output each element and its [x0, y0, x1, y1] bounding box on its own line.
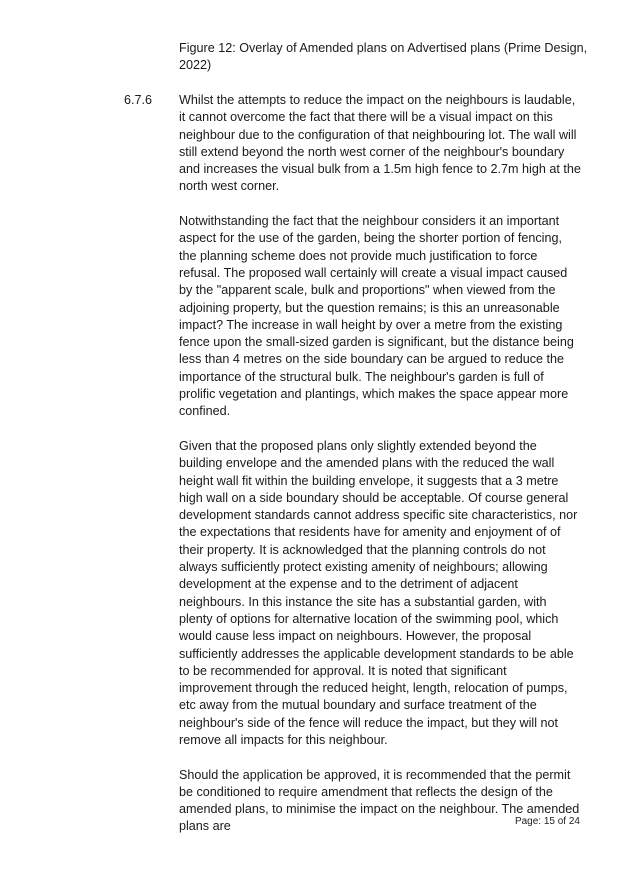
section-body: [179, 92, 581, 853]
page-number: Page: 15 of 24: [514, 816, 580, 827]
paragraph: Should the application be approved, it is recommended that the permit be conditioned to require amendment that reflects the design of the amended plans, to minimise the impact on the neighbour. The amended plans are: [179, 767, 580, 834]
figure-caption: Figure 12: Overlay of Amended plans on Advertised plans (Prime Design, 2022): [179, 41, 588, 73]
section-number: 6.7.6: [124, 93, 153, 107]
paragraph: Notwithstanding the fact that the neighbour considers it an important aspect for the use of the garden, being the shorter portion of fencing, the planning scheme does not provide much justification to force refusal. The proposed wall certainly will create a visual impact caused by the "apparent scale, bulk and proportions" when viewed from the adjoining property, but the question remains; is this an unreasonable impact? The increase in wall height by over a metre from the existing fence upon the small-sized garden is significant, but the distance being less than 4 metres on the side boundary can be argued to reduce the importance of the structural bulk. The neighbour's garden is full of prolific vegetation and plantings, which makes the space appear more confined.: [179, 214, 574, 419]
paragraph: Given that the proposed plans only slightly extended beyond the building envelope and the amended plans with the reduced the wall height wall fit within the building envelope, it suggests that a 3 metre high wall on a side boundary should be acceptable. Of course general development standards cannot address specific site characteristics, nor the expectations that residents have for amenity and enjoyment of of their property. It is acknowledged that the planning controls do not always sufficiently protect existing amenity of neighbours; allowing development at the expense and to the detriment of adjacent neighbours. In this instance the site has a substantial garden, with plenty of options for alternative location of the swimming pool, which would cause less impact on neighbours. However, the proposal sufficiently addresses the applicable development standards to be able to be recommended for approval. It is noted that significant improvement through the reduced height, length, relocation of pumps, etc away from the mutual boundary and surface treatment of the neighbour's side of the fence will reduce the impact, but they will not remove all impacts for this neighbour.: [179, 438, 578, 747]
paragraph: Whilst the attempts to reduce the impact on the neighbours is laudable, it cannot overcome the fact that there will be a visual impact on this neighbour due to the configuration of that neighbouring lot. The wall will still extend beyond the north west corner of the neighbour's boundary and increases the visual bulk from a 1.5m high fence to 2.7m high at the north west corner.: [179, 93, 581, 194]
